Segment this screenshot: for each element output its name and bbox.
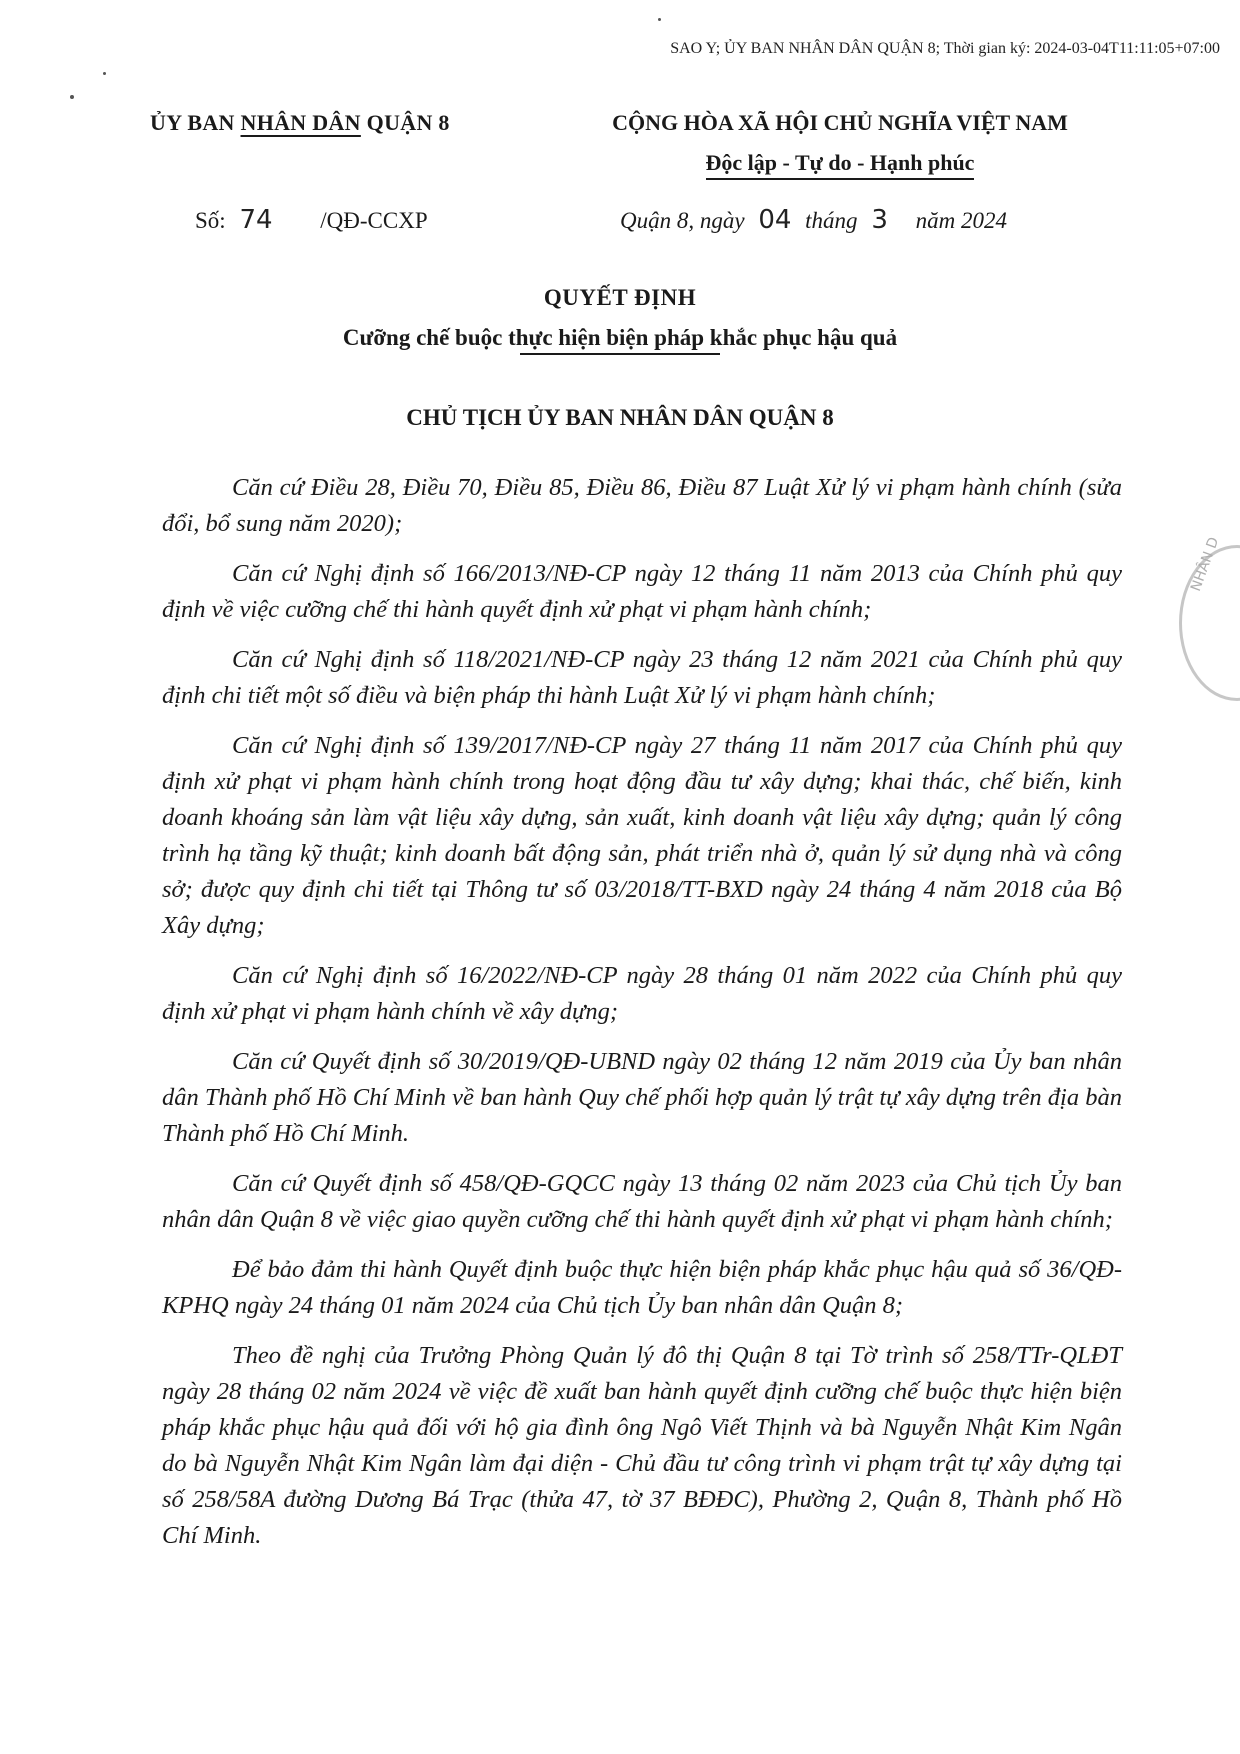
partial-seal-stamp	[1179, 535, 1240, 701]
title-subject: Cưỡng chế buộc thực hiện biện pháp khắc phục hậu quả	[343, 325, 897, 355]
issuing-agency	[150, 110, 450, 136]
date-month-label: tháng	[805, 208, 858, 233]
nation-name: CỘNG HÒA XÃ HỘI CHỦ NGHĨA VIỆT NAM	[612, 110, 1068, 135]
date-year: năm 2024	[915, 208, 1007, 233]
number-suffix: /QĐ-CCXP	[320, 208, 428, 233]
handwritten-number: 74	[239, 205, 273, 235]
basis-paragraph: Căn cứ Quyết định số 458/QĐ-GQCC ngày 13 tháng 02 năm 2023 của Chủ tịch Ủy ban nhân dân Quận 8 về việc giao quyền cưỡng chế thi hành quyết định xử phạt vi phạm hành chính;	[162, 1170, 1122, 1233]
date-place: Quận 8, ngày	[620, 208, 745, 233]
basis-paragraph: Căn cứ Quyết định số 30/2019/QĐ-UBND ngày 02 tháng 12 năm 2019 của Ủy ban nhân dân Thành phố Hồ Chí Minh về ban hành Quy chế phối hợp quản lý trật tự xây dựng trên địa bàn Thành phố Hồ Chí Minh.	[162, 1048, 1122, 1147]
agency-prefix: ỦY BAN	[150, 110, 241, 135]
legal-basis	[162, 470, 1122, 1568]
handwritten-day: 04	[758, 205, 792, 235]
agency-underlined: NHÂN DÂN	[240, 110, 361, 135]
number-label: Số:	[195, 208, 226, 233]
scan-speck	[658, 18, 661, 21]
document-number	[195, 205, 428, 235]
scan-speck	[70, 95, 74, 99]
basis-paragraph: Theo đề nghị của Trưởng Phòng Quản lý đô thị Quận 8 tại Tờ trình số 258/TTr-QLĐT ngày 28 tháng 02 năm 2024 về việc đề xuất ban hành quyết định cưỡng chế buộc thực hiện biện pháp khắc phục hậu quả đối với hộ gia đình ông Ngô Viết Thịnh và bà Nguyễn Nhật Kim Ngân do bà Nguyễn Nhật Kim Ngân làm đại diện - Chủ đầu tư công trình vi phạm trật tự xây dựng tại số 258/58A đường Dương Bá Trạc (thửa 47, tờ 37 BĐĐC), Phường 2, Quận 8, Thành phố Hồ Chí Minh.	[162, 1342, 1122, 1549]
scan-speck	[103, 72, 106, 75]
basis-paragraph: Căn cứ Nghị định số 118/2021/NĐ-CP ngày 23 tháng 12 năm 2021 của Chính phủ quy định chi tiết một số điều và biện pháp thi hành Luật Xử lý vi phạm hành chính;	[162, 646, 1122, 709]
issuing-authority: CHỦ TỊCH ỦY BAN NHÂN DÂN QUẬN 8	[406, 405, 834, 430]
basis-paragraph: Căn cứ Điều 28, Điều 70, Điều 85, Điều 86, Điều 87 Luật Xử lý vi phạm hành chính (sửa đổi, bổ sung năm 2020);	[162, 474, 1122, 537]
document-date	[620, 205, 1007, 235]
title-main: QUYẾT ĐỊNH	[543, 285, 697, 310]
handwritten-month: 3	[871, 205, 888, 235]
national-header	[530, 110, 1150, 180]
national-motto: Độc lập - Tự do - Hạnh phúc	[706, 150, 975, 180]
seal-fragment-text: NHÂN D	[1188, 535, 1223, 594]
agency-suffix: QUẬN 8	[360, 110, 450, 135]
document-title	[0, 285, 1240, 355]
basis-paragraph: Căn cứ Nghị định số 166/2013/NĐ-CP ngày 12 tháng 11 năm 2013 của Chính phủ quy định về việc cưỡng chế thi hành quyết định xử phạt vi phạm hành chính;	[162, 560, 1122, 623]
basis-paragraph: Căn cứ Nghị định số 139/2017/NĐ-CP ngày 27 tháng 11 năm 2017 của Chính phủ quy định xử phạt vi phạm hành chính trong hoạt động đầu tư xây dựng; khai thác, chế biến, kinh doanh khoáng sản làm vật liệu xây dựng, sản xuất, kinh doanh vật liệu xây dựng; quản lý công trình hạ tầng kỹ thuật; kinh doanh bất động sản, phát triển nhà ở, quản lý sử dụng nhà và công sở; được quy định chi tiết tại Thông tư số 03/2018/TT-BXD ngày 24 tháng 4 năm 2018 của Bộ Xây dựng;	[162, 732, 1122, 939]
digital-copy-stamp: SAO Y; ỦY BAN NHÂN DÂN QUẬN 8; Thời gian ký: 2024-03-04T11:11:05+07:00	[670, 40, 1220, 57]
basis-paragraph: Căn cứ Nghị định số 16/2022/NĐ-CP ngày 28 tháng 01 năm 2022 của Chính phủ quy định xử phạt vi phạm hành chính về xây dựng;	[162, 962, 1122, 1025]
basis-paragraph: Để bảo đảm thi hành Quyết định buộc thực hiện biện pháp khắc phục hậu quả số 36/QĐ-KPHQ ngày 24 tháng 01 năm 2024 của Chủ tịch Ủy ban nhân dân Quận 8;	[162, 1256, 1122, 1319]
